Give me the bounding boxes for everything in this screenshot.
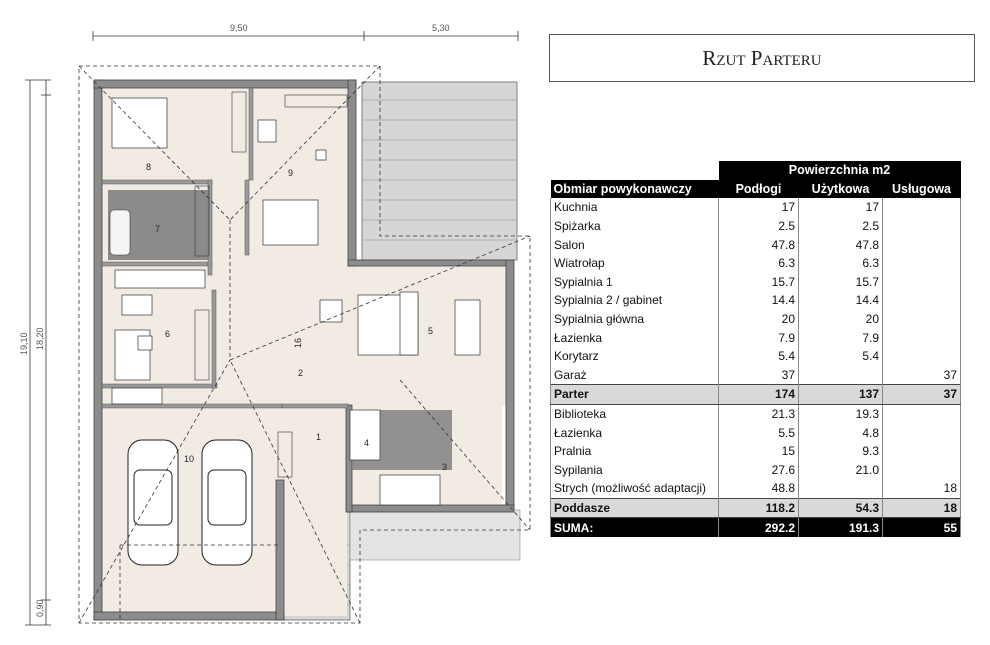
cell-name: Parter bbox=[551, 385, 719, 405]
col-name: Obmiar powykonawczy bbox=[551, 180, 719, 199]
dim-top-left: 9,50 bbox=[230, 23, 248, 33]
cell-podlogi: 5.4 bbox=[719, 347, 799, 366]
cell-uzytkowa: 21.0 bbox=[799, 461, 883, 480]
cell-name: Poddasze bbox=[551, 498, 719, 518]
header-area: Powierzchnia m2 bbox=[719, 161, 961, 180]
cell-uslugowa bbox=[883, 198, 961, 217]
dim-left-inner: 18,20 bbox=[35, 327, 45, 350]
table-row bbox=[551, 366, 961, 385]
cell-uzytkowa: 20 bbox=[799, 310, 883, 329]
cell-name: Kuchnia bbox=[551, 198, 719, 217]
cell-uzytkowa: 6.3 bbox=[799, 254, 883, 273]
cell-podlogi: 20 bbox=[719, 310, 799, 329]
cell-uzytkowa: 4.8 bbox=[799, 423, 883, 442]
cell-uslugowa bbox=[883, 217, 961, 236]
room-2: 2 bbox=[298, 368, 304, 378]
table-row bbox=[551, 273, 961, 292]
cell-podlogi: 37 bbox=[719, 366, 799, 385]
cell-podlogi: 17 bbox=[719, 198, 799, 217]
cell-uslugowa bbox=[883, 254, 961, 273]
cell-podlogi: 7.9 bbox=[719, 328, 799, 347]
cell-podlogi: 47.8 bbox=[719, 235, 799, 254]
table-row bbox=[551, 479, 961, 498]
cell-name: Pralnia bbox=[551, 442, 719, 461]
cell-name: Garaż bbox=[551, 366, 719, 385]
cell-name: Łazienka bbox=[551, 423, 719, 442]
table-subtotal-row bbox=[551, 385, 961, 405]
cell-uzytkowa: 14.4 bbox=[799, 291, 883, 310]
dim-left-bottom: 0,90 bbox=[35, 599, 45, 617]
cell-uzytkowa: 17 bbox=[799, 198, 883, 217]
col-podlogi: Podłogi bbox=[719, 180, 799, 199]
cell-uslugowa bbox=[883, 328, 961, 347]
cell-name: Sypialnia główna bbox=[551, 310, 719, 329]
cell-name: Łazienka bbox=[551, 328, 719, 347]
cell-uslugowa bbox=[883, 273, 961, 292]
cell-uzytkowa bbox=[799, 366, 883, 385]
cell-uslugowa bbox=[883, 404, 961, 423]
cell-uzytkowa: 137 bbox=[799, 385, 883, 405]
table-row bbox=[551, 310, 961, 329]
cell-podlogi: 27.6 bbox=[719, 461, 799, 480]
cell-uzytkowa: 9.3 bbox=[799, 442, 883, 461]
cell-uslugowa: 55 bbox=[883, 518, 961, 537]
cell-podlogi: 292.2 bbox=[719, 518, 799, 537]
cell-name: SUMA: bbox=[551, 518, 719, 537]
car-right bbox=[202, 440, 252, 565]
cell-name: Sypialnia 1 bbox=[551, 273, 719, 292]
cell-uzytkowa: 47.8 bbox=[799, 235, 883, 254]
bathroom-tub bbox=[110, 210, 130, 255]
cell-podlogi: 5.5 bbox=[719, 423, 799, 442]
room-10: 10 bbox=[184, 454, 195, 464]
cell-name: Wiatrołap bbox=[551, 254, 719, 273]
table-row bbox=[551, 461, 961, 480]
col-uzytkowa: Użytkowa bbox=[799, 180, 883, 199]
table-row bbox=[551, 198, 961, 217]
room-3: 3 bbox=[442, 462, 448, 472]
cell-name: Biblioteka bbox=[551, 404, 719, 423]
cell-uslugowa: 18 bbox=[883, 479, 961, 498]
table-body bbox=[551, 198, 961, 537]
room-5: 5 bbox=[428, 326, 434, 336]
cell-uslugowa bbox=[883, 347, 961, 366]
cell-podlogi: 2.5 bbox=[719, 217, 799, 236]
table-header-group bbox=[551, 161, 961, 180]
cell-uslugowa bbox=[883, 442, 961, 461]
table-subtotal-row bbox=[551, 498, 961, 518]
table-row bbox=[551, 235, 961, 254]
table-row bbox=[551, 217, 961, 236]
cell-uzytkowa: 54.3 bbox=[799, 498, 883, 518]
cell-podlogi: 6.3 bbox=[719, 254, 799, 273]
cell-name: Sypialnia 2 / gabinet bbox=[551, 291, 719, 310]
cell-uzytkowa: 191.3 bbox=[799, 518, 883, 537]
cell-uzytkowa bbox=[799, 479, 883, 498]
room-7: 7 bbox=[155, 224, 161, 234]
cell-uzytkowa: 2.5 bbox=[799, 217, 883, 236]
room-1: 1 bbox=[316, 432, 322, 442]
cell-uslugowa bbox=[883, 423, 961, 442]
cell-name: Salon bbox=[551, 235, 719, 254]
table-row bbox=[551, 291, 961, 310]
room-8: 8 bbox=[146, 162, 152, 172]
cell-podlogi: 174 bbox=[719, 385, 799, 405]
room-9: 9 bbox=[288, 168, 294, 178]
table-row bbox=[551, 347, 961, 366]
table-sum-row bbox=[551, 518, 961, 537]
cell-uslugowa: 37 bbox=[883, 385, 961, 405]
room-4: 4 bbox=[364, 438, 370, 448]
table-row bbox=[551, 442, 961, 461]
cell-podlogi: 48.8 bbox=[719, 479, 799, 498]
cell-name: Sypilania bbox=[551, 461, 719, 480]
cell-uslugowa bbox=[883, 310, 961, 329]
table-row bbox=[551, 328, 961, 347]
cell-podlogi: 15.7 bbox=[719, 273, 799, 292]
car-left bbox=[128, 440, 178, 565]
dim-top-right: 5,30 bbox=[432, 23, 450, 33]
cell-podlogi: 15 bbox=[719, 442, 799, 461]
dim-left-outer: 19,10 bbox=[19, 332, 29, 355]
cell-podlogi: 14.4 bbox=[719, 291, 799, 310]
cell-uslugowa bbox=[883, 291, 961, 310]
stair-label: 16 bbox=[293, 337, 303, 348]
cell-uzytkowa: 5.4 bbox=[799, 347, 883, 366]
table-row bbox=[551, 423, 961, 442]
cell-uslugowa bbox=[883, 461, 961, 480]
cell-podlogi: 21.3 bbox=[719, 404, 799, 423]
cell-name: Korytarz bbox=[551, 347, 719, 366]
table-row bbox=[551, 404, 961, 423]
cell-uslugowa: 18 bbox=[883, 498, 961, 518]
area-table bbox=[550, 161, 961, 537]
cell-uzytkowa: 19.3 bbox=[799, 404, 883, 423]
table-header-columns bbox=[551, 180, 961, 199]
col-uslugowa: Usługowa bbox=[883, 180, 961, 199]
room-6: 6 bbox=[165, 329, 171, 339]
cell-uzytkowa: 7.9 bbox=[799, 328, 883, 347]
cell-uslugowa bbox=[883, 235, 961, 254]
cell-uslugowa: 37 bbox=[883, 366, 961, 385]
table-row bbox=[551, 254, 961, 273]
cell-name: Spiżarka bbox=[551, 217, 719, 236]
cell-name: Strych (możliwość adaptacji) bbox=[551, 479, 719, 498]
cell-podlogi: 118.2 bbox=[719, 498, 799, 518]
plan-title: Rzut Parteru bbox=[549, 34, 975, 82]
cell-uzytkowa: 15.7 bbox=[799, 273, 883, 292]
